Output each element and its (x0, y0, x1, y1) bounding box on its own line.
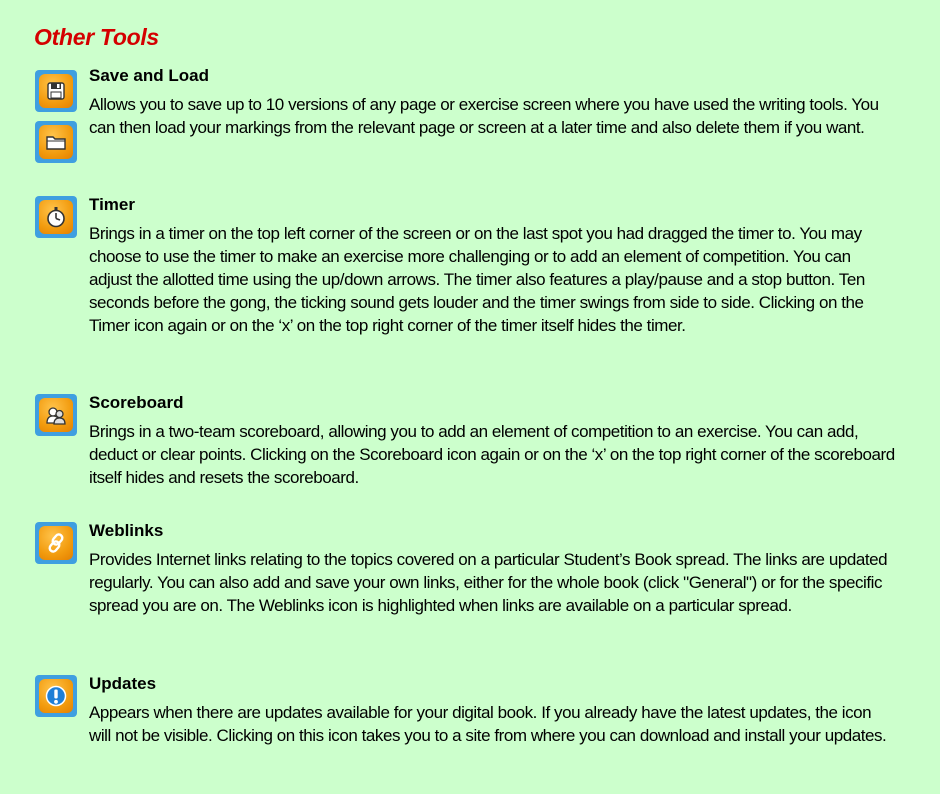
section-body: Brings in a two-team scoreboard, allowing you to add an element of competition to an exercise. You can add, deduct or clear points. Clicking on the Scoreboard icon again or on the ‘x’ on the top right corner of the scoreboard itself hides and resets the scoreboard. (89, 422, 895, 487)
section-body: Brings in a timer on the top left corner of the screen or on the last spot you had dragged the timer to. You may choose to use the timer to make an exercise more challenging or to add an element of competition. You can adjust the allotted time using the up/down arrows. The timer also features a play/pause and a stop button. Ten seconds before the gong, the ticking sound gets louder and the timer swings from side to side. Clicking on the Timer icon again or on the ‘x’ on the top right corner of the timer itself hides the timer. (89, 224, 865, 335)
updates-icon[interactable] (35, 675, 77, 717)
section-title: Timer (89, 195, 135, 214)
section-title: Save and Load (89, 66, 209, 85)
section-title: Scoreboard (89, 393, 184, 412)
weblinks-icon[interactable] (35, 522, 77, 564)
section-body: Allows you to save up to 10 versions of any page or exercise screen where you have used the writing tools. You can then load your markings from the relevant page or screen at a later time and also delete them if you want. (89, 95, 879, 137)
section-body: Provides Internet links relating to the topics covered on a particular Student’s Book spread. The links are updated regularly. You can also add and save your own links, either for the whole book (click "General") or for the specific spread you are on. The Weblinks icon is highlighted when links are available on a particular spread. (89, 550, 888, 615)
load-folder-icon[interactable] (35, 121, 77, 163)
section-title: Updates (89, 674, 157, 693)
section-body: Appears when there are updates available for your digital book. If you already have the latest updates, the icon will not be visible. Clicking on this icon takes you to a site from where you can download and install your updates. (89, 703, 887, 745)
scoreboard-icon[interactable] (35, 394, 77, 436)
page-title: Other Tools (34, 24, 159, 50)
section-title: Weblinks (89, 521, 164, 540)
timer-icon[interactable] (35, 196, 77, 238)
save-icon[interactable] (35, 70, 77, 112)
